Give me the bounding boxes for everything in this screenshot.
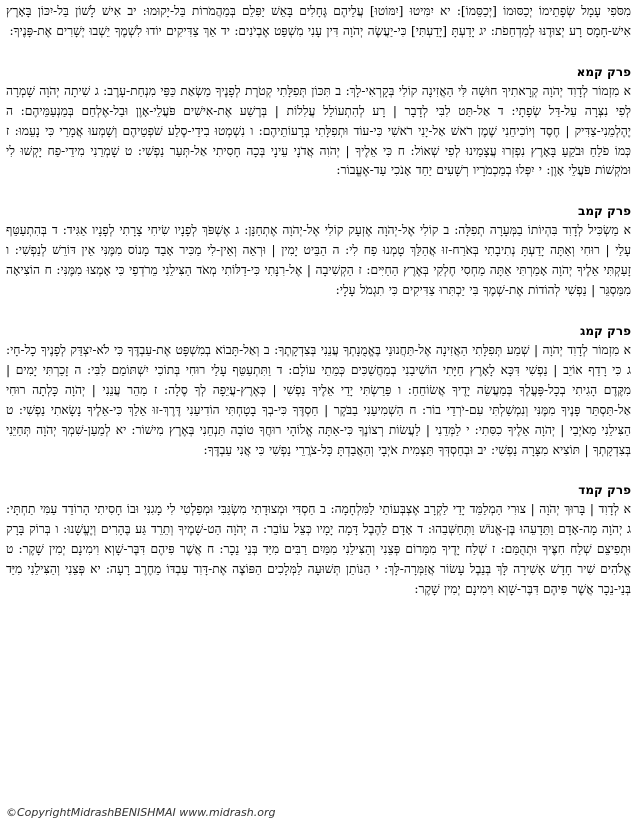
chapter-text: א מִזְמוֹר לְדָוִד יְהֹוָה קְרָאתִיךָ חוּשָׁה לִּי הַאֲזִינָה קוֹלִי בְּקָרְאִי-לָךְ: ב תִּכּוֹן תְּפִלָּתִי קְטֹרֶת לְפָנֶיךָ מַשְׂאַת כַּפַּי מִנְחַת-עָרֶב: ג שִׁיתָה יְהֹוָה שָׁמְרָה לְפִי נִצְּרָה עַל-דַּל שְׂפָתָי: ד אַל-תַּט לִבִּי לְדָבָר | רָע לְהִתְעוֹלֵל עֲלִלוֹת | בְּרֶשַׁע אֶת-אִישִׁים פֹּעֲלֵי-אָוֶן וּבַל-אֶלְחַם בְּמַנְעַמֵּיהֶם: ה יֶהֶלְמֵנִי-צַדִּיק | חֶסֶד וְיוֹכִיחֵנִי שֶׁמֶן רֹאשׁ אַל-יָנִי רֹאשִׁי כִּי-עוֹד וּתְפִלָּתִי בְּרָעוֹתֵיהֶם: ו נִשְׁמְטוּ בִידֵי-סֶלַע שֹׁפְטֵיהֶם וְשָׁמְעוּ אֲמָרַי כִּי נָעֵמוּ: ז כְּמוֹ פֹלֵחַ וּבֹקֵעַ בָּאָרֶץ נִפְזְרוּ עֲצָמֵינוּ לְפִי שְׁאוֹל: ח כִּי אֵלֶיךָ | יְהֹוִה אֲדֹנָי עֵינָי בְּכָה חָסִיתִי אַל-תְּעַר נַפְשִׁי: ט שָׁמְרֵנִי מִידֵי-פַח יָקְשׁוּ לִי וּמֹקְשׁוֹת פֹּעֲלֵי אָוֶן: י יִפְּלוּ בְמַכְמֹרָיו רְשָׁעִים יַחַד אָנֹכִי עַד-אֶעֱבוֹר:	[6, 83, 631, 178]
copyright-footer: ©CopyrightMidrashBENISHMAI www.midrash.org	[6, 806, 276, 819]
chapter-title: פרק קמג	[579, 323, 631, 338]
section-spacer	[6, 460, 631, 480]
chapter-143	[6, 321, 631, 460]
chapter-title: פרק קמב	[578, 204, 631, 219]
chapter-141	[6, 62, 631, 182]
chapter-text: א מַשְׂכִּיל לְדָוִד בִּהְיוֹתוֹ בַמְּעָרָה תְפִלָּה: ב קוֹלִי אֶל-יְהֹוָה אֶזְעָק קוֹלִי אֶל-יְהֹוָה אֶתְחַנָּן: ג אֶשְׁפֹּךְ לְפָנָיו שִׂיחִי צָרָתִי לְפָנָיו אַגִּיד: ד בְּהִתְעַטֵּף עָלַי | רוּחִי וְאַתָּה יָדַעְתָּ נְתִיבָתִי בְּאֹרַח-זוּ אֲהַלֵּךְ טָמְנוּ פַח לִי: ה הַבֵּיט יָמִין | וּרְאֵה וְאֵין-לִי מַכִּיר אָבַד מָנוֹס מִמֶּנִּי אֵין דּוֹרֵשׁ לְנַפְשִׁי: ו זָעַקְתִּי אֵלֶיךָ יְהֹוָה אָמַרְתִּי אַתָּה מַחְסִי חֶלְקִי בְּאֶרֶץ הַחַיִּים: ז הַקְשִׁיבָה | אֶל-רִנָּתִי כִּי-דַלּוֹתִי מְאֹד הַצִּילֵנִי מֵרֹדְפַי כִּי אָמְצוּ מִמֶּנִּי: ח הוֹצִיאָה מִמַּסְגֵּר | נַפְשִׁי לְהוֹדוֹת אֶת-שְׁמֶךָ בִּי יַכְתִּרוּ צַדִּיקִים כִּי תִגְמֹל עָלָי:	[6, 223, 631, 298]
section-spacer	[6, 181, 631, 201]
chapter-text: א לְדָוִד | בָּרוּךְ יְהֹוָה | צוּרִי הַמְלַמֵּד יָדַי לַקְרָב אֶצְבְּעוֹתַי לַמִּלְחָמָה: ב חַסְדִּי וּמְצוּדָתִי מִשְׂגַּבִּי וּמְפַלְטִי לִי מָגִנִּי וּבוֹ חָסִיתִי הָרוֹדֵד עַמִּי תַחְתָּי: ג יְהֹוָה מָה-אָדָם וַתֵּדָעֵהוּ בֶּן-אֱנוֹשׁ וַתְּחַשְּׁבֵהוּ: ד אָדָם לַהֶבֶל דָּמָה יָמָיו כְּצֵל עוֹבֵר: ה יְהֹוָה הַט-שָׁמֶיךָ וְתֵרֵד גַּע בֶּהָרִים וְיֶעֱשָׁנוּ: ו בְּרוֹק בָּרָק וּתְפִיצֵם שְׁלַח חִצֶּיךָ וּתְהֻמֵּם: ז שְׁלַח יָדֶיךָ מִמָּרוֹם פְּצֵנִי וְהַצִּילֵנִי מִמַּיִם רַבִּים מִיַּד בְּנֵי נֵכָר: ח אֲשֶׁר פִּיהֶם דִּבֶּר-שָׁוְא וִימִינָם יְמִין שָׁקֶר: ט אֱלֹהִים שִׁיר חָדָשׁ אָשִׁירָה לָּךְ בְּנֵבֶל עָשׂוֹר אֲזַמְּרָה-לָּךְ: י הַנּוֹתֵן תְּשׁוּעָה לַמְּלָכִים הַפּוֹצֶה אֶת-דָּוִד עַבְדּוֹ מֵחֶרֶב רָעָה: יא פְּצֵנִי וְהַצִּילֵנִי מִיַּד בְּנֵי-נֵכָר אֲשֶׁר פִּיהֶם דִּבֶּר-שָׁוְא וִימִינָם יְמִין שָׁקֶר:	[6, 502, 632, 597]
chapter-title: פרק קמא	[576, 64, 631, 79]
chapter-144	[6, 480, 631, 600]
intro-paragraph: מִסֹּפִי עָמָל שְׂפָתֵימוֹ יְכַסּוּמוֹ [יְכַסֵּמוֹ]: יא יִמִּיטוּ [יִמּוֹטוּ] עֲלֵיהֶם גֶּחָלִים בָּאֵשׁ יַפִּלֵם בְּמַהֲמֹרוֹת בַּל-יָקוּמוּ: יב אִישׁ לָשׁוֹן בַּל-יִכּוֹן בָּאָרֶץ אִישׁ-חָמָס רָע יְצוּדֶנּוּ לְמַדְחֵפֹת: יג יָדַעְתָּ [יָדַעְתִּי] כִּי-יַעֲשֶׂה יְהֹוָה דִּין עָנִי מִשְׁפַּט אֶבְיֹנִים: יד אַךְ צַדִּיקִים יוֹדוּ לִשְׁמֶךָ יֵשְׁבוּ יְשָׁרִים אֶת-פָּנֶיךָ:	[6, 4, 631, 38]
chapter-142	[6, 201, 631, 301]
chapter-text: א מִזְמוֹר לְדָוִד יְהֹוָה | שְׁמַע תְּפִלָּתִי הַאֲזִינָה אֶל-תַּחֲנוּנַי בֶּאֱמֻנָתְךָ עֲנֵנִי בְּצִדְקָתֶךָ: ב וְאַל-תָּבוֹא בְמִשְׁפָּט אֶת-עַבְדֶּךָ כִּי לֹא-יִצְדַּק לְפָנֶיךָ כָל-חָי: ג כִּי רָדַף אוֹיֵב | נַפְשִׁי דִּכָּא לָאָרֶץ חַיָּתִי הוֹשִׁיבַנִי בְמַחֲשַׁכִּים כְּמֵתֵי עוֹלָם: ד וַתִּתְעַטֵּף עָלַי רוּחִי בְּתוֹכִי יִשְׁתּוֹמֵם לִבִּי: ה זָכַרְתִּי יָמִים | מִקֶּדֶם הָגִיתִי בְכָל-פָּעֳלֶךָ בְּמַעֲשֵׂה יָדֶיךָ אֲשׂוֹחֵחַ: ו פֵּרַשְׂתִּי יָדַי אֵלֶיךָ נַפְשִׁי | כְּאֶרֶץ-עֲיֵפָה לְךָ סֶלָה: ז מַהֵר עֲנֵנִי | יְהֹוָה כָּלְתָה רוּחִי אַל-תַּסְתֵּר פָּנֶיךָ מִמֶּנִּי וְנִמְשַׁלְתִּי עִם-יֹרְדֵי בוֹר: ח הַשְׁמִיעֵנִי בַבֹּקֶר | חַסְדֶּךָ כִּי-בְךָ בָטָחְתִּי הוֹדִיעֵנִי דֶּרֶךְ-זוּ אֵלֵךְ כִּי-אֵלֶיךָ נָשָׂאתִי נַפְשִׁי: ט הַצִּילֵנִי מֵאֹיְבַי | יְהֹוָה אֵלֶיךָ כִסִּתִי: י לַמְּדֵנִי | לַעֲשׂוֹת רְצוֹנֶךָ כִּי-אַתָּה אֱלוֹהָי רוּחֲךָ טוֹבָה תַּנְחֵנִי בְּאֶרֶץ מִישׁוֹר: יא לְמַעַן-שִׁמְךָ יְהֹוָה תְּחַיֵּנִי בְּצִדְקָתְךָ | תּוֹצִיא מִצָּרָה נַפְשִׁי: יב וּבְחַסְדְּךָ תַּצְמִית אֹיְבָי וְהַאֲבַדְתָּ כָּל-צֹרֲרֵי נַפְשִׁי כִּי אֲנִי עַבְדֶּךָ:	[6, 342, 631, 457]
section-spacer	[6, 42, 631, 62]
chapter-title: פרק קמד	[578, 483, 631, 498]
section-spacer	[6, 301, 631, 321]
